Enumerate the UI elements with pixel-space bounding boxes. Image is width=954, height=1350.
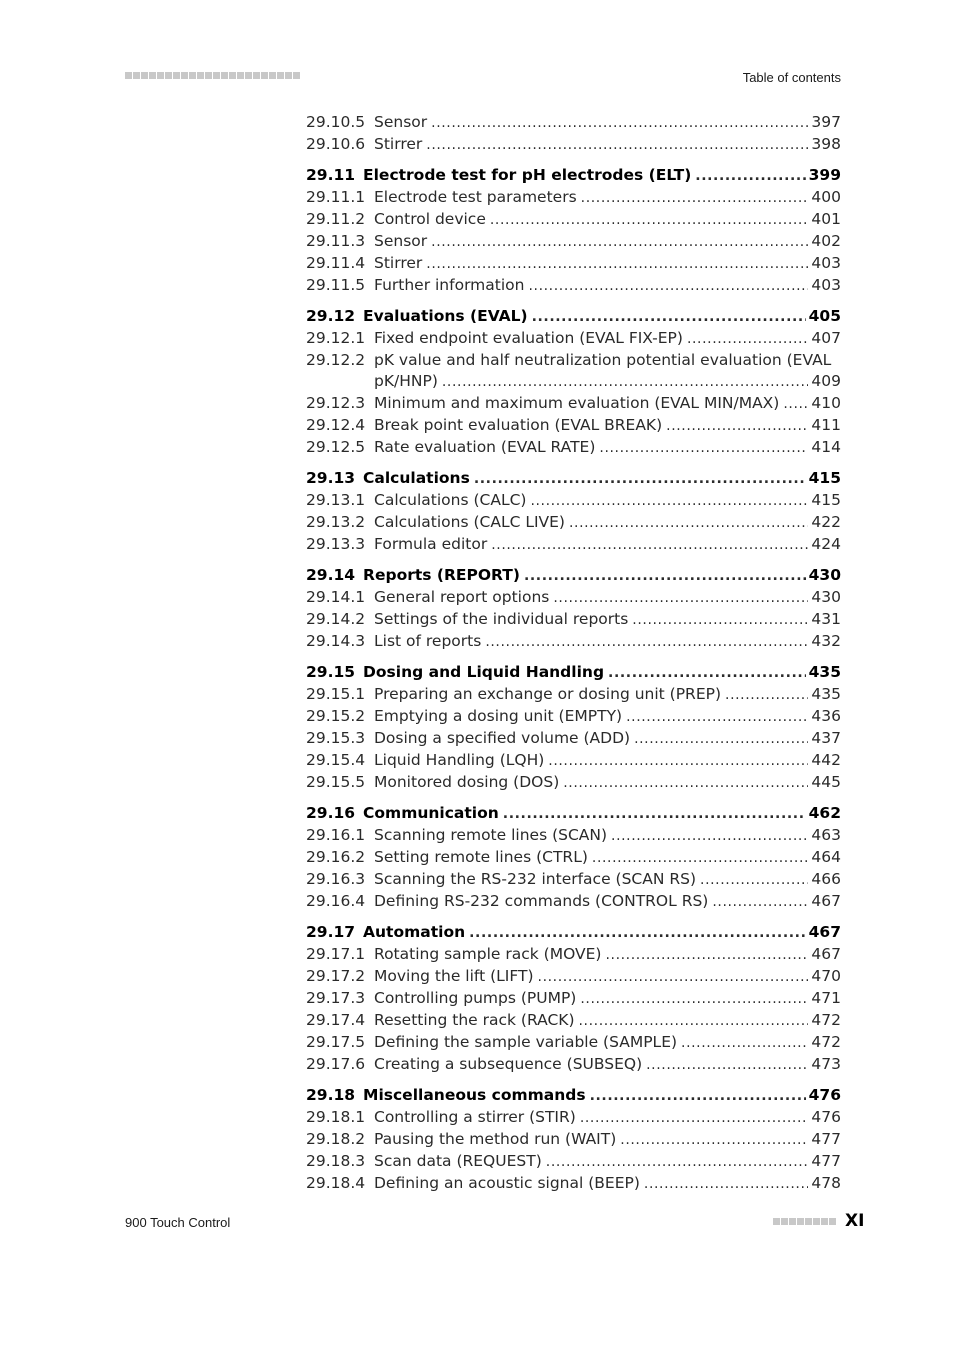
toc-entry-title: General report options: [374, 588, 550, 607]
toc-entry-page: 463: [811, 826, 841, 845]
toc-entry-page: 407: [811, 329, 841, 348]
toc-entry-title: Sensor: [374, 232, 428, 251]
dot-leader: [590, 1086, 806, 1107]
toc-entry[interactable]: [306, 684, 841, 706]
toc-entry-number: 29.10.6: [306, 134, 366, 153]
dot-leader: [546, 1152, 809, 1173]
table-of-contents: [306, 112, 841, 1195]
toc-entry-title: Moving the lift (LIFT): [374, 967, 534, 986]
toc-entry-title: Miscellaneous commands: [363, 1086, 586, 1105]
toc-entry-page: 399: [808, 166, 841, 185]
toc-entry[interactable]: [306, 437, 841, 459]
dot-leader: [579, 1011, 809, 1032]
toc-entry-page: 415: [811, 491, 841, 509]
dot-leader: [644, 1174, 809, 1195]
dot-leader: [634, 729, 808, 750]
toc-entry-title: Scan data (REQUEST): [374, 1151, 542, 1170]
toc-entry-page: 403: [811, 275, 841, 294]
toc-entry-page: 476: [811, 1108, 841, 1127]
toc-entry-page: 398: [811, 134, 841, 153]
toc-entry-number: 29.12.3: [306, 393, 366, 412]
toc-entry-page: 473: [811, 1054, 841, 1073]
toc-entry-page: 442: [811, 750, 841, 769]
toc-entry-title: Fixed endpoint evaluation (EVAL FIX-EP): [374, 329, 683, 348]
toc-entry[interactable]: [306, 728, 841, 750]
toc-entry[interactable]: [306, 609, 841, 631]
dot-leader: [548, 751, 808, 772]
dot-leader: [528, 276, 808, 297]
toc-entry-title: Monitored dosing (DOS): [374, 772, 560, 791]
dot-leader: [491, 535, 808, 556]
toc-entry[interactable]: [306, 112, 841, 134]
toc-entry[interactable]: [306, 209, 841, 231]
dot-leader: [580, 989, 808, 1010]
dot-leader: [783, 394, 808, 415]
dot-leader: [569, 513, 808, 534]
toc-entry-title: Calculations: [363, 469, 470, 488]
toc-entry-number: 29.11.4: [306, 253, 366, 272]
toc-entry-page: 445: [811, 772, 841, 791]
toc-entry-page: 430: [808, 566, 841, 585]
toc-entry-number: 29.12.5: [306, 437, 366, 456]
toc-entry-number: 29.16.3: [306, 870, 366, 888]
toc-entry[interactable]: [306, 825, 841, 847]
toc-entry[interactable]: [306, 944, 841, 966]
toc-section-entry[interactable]: [306, 922, 841, 944]
toc-entry[interactable]: [306, 706, 841, 728]
toc-entry-title: Rate evaluation (EVAL RATE): [374, 437, 596, 456]
toc-entry-title: Sensor: [374, 113, 428, 131]
toc-entry-page: 467: [811, 945, 841, 964]
toc-entry-title: Formula editor: [374, 534, 488, 553]
toc-entry-title: Calculations (CALC LIVE): [374, 512, 565, 531]
toc-entry-title: Electrode test parameters: [374, 188, 577, 207]
footer-product-name: 900 Touch Control: [125, 1215, 231, 1230]
toc-entry-page: 424: [811, 534, 841, 553]
toc-entry-page: 477: [811, 1129, 841, 1148]
dot-leader: [426, 135, 808, 156]
toc-entry-number: 29.13.2: [306, 512, 366, 531]
toc-entry-page: 414: [811, 437, 841, 456]
toc-entry-page: 430: [811, 588, 841, 607]
page-number: XI: [845, 1211, 865, 1231]
toc-entry-page: 401: [811, 210, 841, 229]
toc-entry[interactable]: [306, 1010, 841, 1032]
toc-entry[interactable]: [306, 869, 841, 891]
toc-section-entry[interactable]: [306, 468, 841, 490]
toc-entry-page: 411: [811, 415, 841, 434]
toc-entry-title: Electrode test for pH electrodes (ELT): [363, 166, 692, 185]
toc-entry-number: 29.15: [306, 663, 356, 682]
toc-entry-number: 29.14.1: [306, 588, 366, 607]
toc-entry[interactable]: [306, 534, 841, 556]
dot-leader: [712, 892, 808, 913]
toc-entry-number: 29.16.2: [306, 848, 366, 867]
toc-entry-title: Controlling pumps (PUMP): [374, 989, 577, 1008]
toc-entry[interactable]: [306, 1173, 841, 1195]
toc-entry[interactable]: [306, 1151, 841, 1173]
toc-section-entry[interactable]: [306, 662, 841, 684]
toc-entry-title: Calculations (CALC): [374, 491, 527, 509]
toc-entry-page: 432: [811, 631, 841, 650]
toc-entry-number: 29.15.1: [306, 685, 366, 704]
toc-entry-number: 29.11.2: [306, 210, 366, 229]
toc-entry[interactable]: [306, 328, 841, 350]
toc-entry[interactable]: [306, 512, 841, 534]
toc-entry[interactable]: [306, 772, 841, 794]
dot-leader: [626, 707, 808, 728]
toc-entry[interactable]: [306, 134, 841, 156]
toc-entry[interactable]: [306, 187, 841, 209]
toc-entry[interactable]: [306, 253, 841, 275]
toc-entry-number: 29.12.2: [306, 351, 366, 370]
toc-entry-page: 435: [808, 663, 841, 682]
footer-decoration: [773, 1218, 836, 1225]
toc-entry-number: 29.17.3: [306, 989, 366, 1008]
toc-entry-number: 29.15.2: [306, 707, 366, 726]
toc-entry-page: 422: [811, 512, 841, 531]
toc-entry-number: 29.18.3: [306, 1151, 366, 1170]
toc-entry-number: 29.14.3: [306, 631, 366, 650]
dot-leader: [431, 113, 808, 134]
toc-entry-title: Stirrer: [374, 134, 423, 153]
toc-entry[interactable]: [306, 847, 841, 869]
toc-entry-page: 415: [808, 469, 841, 488]
dot-leader: [553, 588, 808, 609]
toc-entry-title: Stirrer: [374, 253, 423, 272]
toc-entry-page: 478: [811, 1173, 841, 1192]
dot-leader: [666, 416, 808, 437]
toc-entry-title: Further information: [374, 275, 525, 294]
toc-entry-page: 400: [811, 188, 841, 207]
toc-entry[interactable]: [306, 1129, 841, 1151]
toc-entry-number: 29.12.1: [306, 329, 366, 348]
dot-leader: [608, 663, 806, 684]
dot-leader: [700, 870, 808, 891]
header-decoration: [125, 72, 300, 79]
toc-entry-page: 397: [811, 113, 841, 131]
toc-entry[interactable]: [306, 988, 841, 1010]
toc-entry-title: Controlling a stirrer (STIR): [374, 1108, 576, 1127]
toc-entry-title: Rotating sample rack (MOVE): [374, 945, 602, 964]
dot-leader: [632, 610, 808, 631]
toc-entry-title: Automation: [363, 923, 466, 942]
toc-entry-number: 29.15.5: [306, 772, 366, 791]
toc-entry[interactable]: [306, 1107, 841, 1129]
toc-entry-title: Minimum and maximum evaluation (EVAL MIN/MAX): [374, 393, 780, 412]
dot-leader: [725, 685, 808, 706]
toc-entry-page: 402: [811, 232, 841, 251]
toc-entry-number: 29.17.6: [306, 1054, 366, 1073]
toc-entry-number: 29.17: [306, 923, 356, 942]
dot-leader: [581, 188, 809, 209]
toc-entry-title: Defining an acoustic signal (BEEP): [374, 1173, 640, 1192]
toc-entry-page: 476: [808, 1086, 841, 1105]
toc-entry[interactable]: [306, 891, 841, 913]
toc-entry-page: 477: [811, 1151, 841, 1170]
toc-entry-title: Pausing the method run (WAIT): [374, 1129, 617, 1148]
toc-entry-title: Communication: [363, 804, 499, 823]
toc-entry-page: 466: [811, 870, 841, 888]
toc-entry-page: 472: [811, 1032, 841, 1051]
dot-leader: [503, 804, 806, 825]
toc-entry-number: 29.11.5: [306, 275, 366, 294]
toc-entry-title: Defining RS-232 commands (CONTROL RS): [374, 891, 709, 910]
toc-entry-title: Creating a subsequence (SUBSEQ): [374, 1054, 643, 1073]
toc-entry-title: Reports (REPORT): [363, 566, 520, 585]
toc-entry-page: 462: [808, 804, 841, 823]
dot-leader: [442, 372, 809, 393]
toc-entry-number: 29.15.3: [306, 729, 366, 748]
toc-entry-number: 29.14.2: [306, 610, 366, 629]
toc-entry-page: 470: [811, 967, 841, 986]
toc-entry-title: Dosing a specified volume (ADD): [374, 729, 631, 748]
toc-entry-title: pK value and half neutralization potential evaluation (EVAL: [374, 351, 832, 370]
dot-leader: [592, 848, 809, 869]
toc-entry[interactable]: [306, 490, 841, 512]
toc-section-entry[interactable]: [306, 306, 841, 328]
toc-entry-title: Break point evaluation (EVAL BREAK): [374, 415, 663, 434]
toc-entry-number: 29.13.1: [306, 491, 366, 509]
toc-entry[interactable]: [306, 631, 841, 653]
toc-section-entry[interactable]: [306, 565, 841, 587]
toc-entry[interactable]: [306, 393, 841, 415]
toc-entry[interactable]: [306, 1054, 841, 1076]
dot-leader: [474, 469, 806, 490]
toc-entry-number: 29.11.1: [306, 188, 366, 207]
toc-entry-title: Scanning the RS-232 interface (SCAN RS): [374, 870, 697, 888]
toc-entry-page: 405: [808, 307, 841, 326]
toc-entry-number: 29.17.2: [306, 967, 366, 986]
toc-entry-number: 29.12.4: [306, 415, 366, 434]
dot-leader: [426, 254, 808, 275]
toc-entry-page: 410: [811, 393, 841, 412]
toc-entry-title: Setting remote lines (CTRL): [374, 848, 588, 867]
dot-leader: [620, 1130, 808, 1151]
toc-entry-page: 467: [811, 891, 841, 910]
toc-entry-page: 471: [811, 989, 841, 1008]
toc-entry-title: Emptying a dosing unit (EMPTY): [374, 707, 623, 726]
dot-leader: [599, 438, 808, 459]
toc-entry-number: 29.15.4: [306, 750, 366, 769]
toc-section-entry[interactable]: [306, 1085, 841, 1107]
toc-entry-title: Scanning remote lines (SCAN): [374, 826, 608, 845]
toc-entry-number: 29.17.5: [306, 1032, 366, 1051]
dot-leader: [646, 1055, 808, 1076]
dot-leader: [530, 491, 808, 512]
toc-entry-page: 467: [808, 923, 841, 942]
toc-entry-page: 464: [811, 848, 841, 867]
toc-entry-page: 435: [811, 685, 841, 704]
toc-entry-number: 29.12: [306, 307, 356, 326]
dot-leader: [695, 166, 805, 187]
toc-entry[interactable]: [306, 415, 841, 437]
toc-entry-title: Resetting the rack (RACK): [374, 1010, 575, 1029]
toc-section-entry[interactable]: [306, 165, 841, 187]
dot-leader: [490, 210, 809, 231]
toc-entry[interactable]: [306, 1032, 841, 1054]
toc-entry-title: Evaluations (EVAL): [363, 307, 528, 326]
toc-entry-title: Settings of the individual reports: [374, 610, 629, 629]
toc-entry-page: 436: [811, 707, 841, 726]
toc-entry-number: 29.18.1: [306, 1108, 366, 1127]
toc-entry-title: List of reports: [374, 631, 482, 650]
toc-entry[interactable]: [306, 750, 841, 772]
toc-entry-number: 29.17.4: [306, 1010, 366, 1029]
dot-leader: [538, 967, 809, 988]
toc-entry[interactable]: [306, 275, 841, 297]
dot-leader: [611, 826, 808, 847]
dot-leader: [485, 632, 808, 653]
toc-entry[interactable]: [306, 587, 841, 609]
toc-entry-title: pK/HNP): [374, 371, 438, 390]
running-header-title: Table of contents: [742, 70, 841, 85]
toc-entry-number: 29.14: [306, 566, 356, 585]
toc-entry-number: 29.16.1: [306, 826, 366, 845]
toc-entry[interactable]: [306, 371, 841, 393]
toc-entry-number: 29.11.3: [306, 232, 366, 251]
dot-leader: [524, 566, 806, 587]
dot-leader: [681, 1033, 808, 1054]
toc-entry-number: 29.13.3: [306, 534, 366, 553]
toc-entry-number: 29.18.2: [306, 1129, 366, 1148]
toc-entry-number: 29.17.1: [306, 945, 366, 964]
toc-entry-title: Liquid Handling (LQH): [374, 750, 545, 769]
dot-leader: [580, 1108, 809, 1129]
dot-leader: [605, 945, 808, 966]
dot-leader: [431, 232, 808, 253]
toc-entry-page: 472: [811, 1010, 841, 1029]
toc-entry-number: 29.10.5: [306, 113, 366, 131]
toc-entry-number: 29.18.4: [306, 1173, 366, 1192]
dot-leader: [687, 329, 808, 350]
dot-leader: [469, 923, 806, 944]
toc-entry-page: 431: [811, 610, 841, 629]
toc-entry[interactable]: [306, 231, 841, 253]
toc-entry-page: 437: [811, 729, 841, 748]
toc-entry[interactable]: [306, 966, 841, 988]
toc-entry-number: 29.16: [306, 804, 356, 823]
toc-entry-title: Preparing an exchange or dosing unit (PREP): [374, 685, 722, 704]
toc-section-entry[interactable]: [306, 803, 841, 825]
toc-entry-title: Defining the sample variable (SAMPLE): [374, 1032, 678, 1051]
dot-leader: [563, 773, 808, 794]
toc-entry-title: Dosing and Liquid Handling: [363, 663, 605, 682]
dot-leader: [532, 307, 806, 328]
toc-entry-page: 403: [811, 253, 841, 272]
toc-entry-page: 409: [811, 371, 841, 390]
toc-entry-title: Control device: [374, 210, 486, 229]
toc-entry-number: 29.11: [306, 166, 356, 185]
toc-entry-number: 29.18: [306, 1086, 356, 1105]
toc-entry-number: 29.16.4: [306, 891, 366, 910]
toc-entry-number: 29.13: [306, 469, 356, 488]
toc-entry[interactable]: [306, 350, 841, 371]
